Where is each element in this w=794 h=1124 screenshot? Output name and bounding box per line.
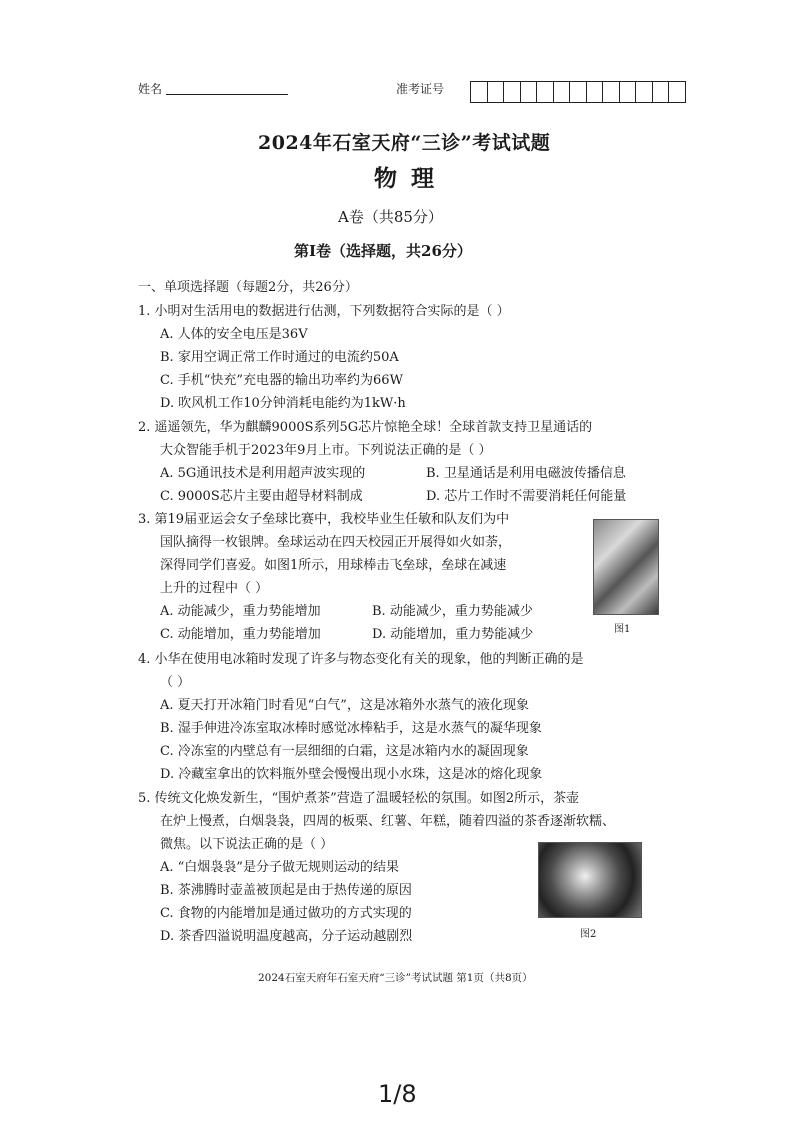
option-a: A. 5G通讯技术是利用超声波实现的	[160, 466, 366, 481]
name-label: 姓名	[138, 82, 163, 96]
question-stem: 4. 小华在使用电冰箱时发现了许多与物态变化有关的现象，他的判断正确的是	[138, 652, 584, 667]
figure-2-caption: 图2	[580, 929, 597, 940]
page-footer: 2024石室天府年石室天府“三诊”考试试题 第1页（共8页）	[258, 972, 533, 984]
question-stem-cont: 在炉上慢煮，白烟袅袅，四周的板栗、红薯、年糕，随着四溢的茶香逐渐软糯、	[160, 814, 616, 829]
option-d: D. 茶香四溢说明温度越高，分子运动越剧烈	[160, 929, 413, 944]
option-b: B. 动能减少，重力势能减少	[372, 604, 533, 619]
option-a: A. “白烟袅袅”是分子做无规则运动的结果	[160, 860, 399, 875]
volume-heading: A卷（共85分）	[338, 208, 443, 226]
option-d: D. 芯片工作时不需要消耗任何能量	[426, 489, 627, 504]
question-stem: 5. 传统文化焕发新生，“围炉煮茶”营造了温暖轻松的氛围。如图2所示，茶壶	[138, 791, 580, 806]
option-b: B. 卫星通话是利用电磁波传播信息	[426, 466, 626, 481]
question-stem: 3. 第19届亚运会女子垒球比赛中，我校毕业生任敏和队友们为中	[138, 512, 510, 527]
figure-1-photo	[593, 519, 659, 615]
option-c: C. 动能增加，重力势能增加	[160, 627, 321, 642]
option-d: D. 动能增加，重力势能减少	[372, 627, 534, 642]
question-stem-cont: 上升的过程中（ ）	[160, 581, 269, 596]
question-stem-cont: （ ）	[160, 675, 191, 690]
option-a: A. 人体的安全电压是36V	[160, 327, 308, 342]
option-c: C. 手机“快充”充电器的输出功率约为66W	[160, 373, 403, 388]
section-heading: 一、单项选择题（每题2分，共26分）	[138, 280, 358, 295]
option-b: B. 茶沸腾时壶盖被顶起是由于热传递的原因	[160, 883, 412, 898]
option-b: B. 湿手伸进冷冻室取冰棒时感觉冰棒粘手，这是水蒸气的凝华现象	[160, 721, 542, 736]
question-stem: 1. 小明对生活用电的数据进行估测，下列数据符合实际的是（ ）	[138, 304, 510, 319]
option-d: D. 吹风机工作10分钟消耗电能约为1kW·h	[160, 396, 406, 411]
option-c: C. 食物的内能增加是通过做功的方式实现的	[160, 906, 412, 921]
question-stem-cont: 国队摘得一枚银牌。垒球运动在四天校园正开展得如火如荼，	[160, 535, 512, 550]
question-stem-cont: 微焦。以下说法正确的是（ ）	[160, 837, 334, 852]
option-a: A. 动能减少，重力势能增加	[160, 604, 321, 619]
subject-title: 物理	[374, 165, 448, 192]
exam-title: 2024年石室天府“三诊”考试试题	[258, 132, 551, 154]
name-field[interactable]	[166, 80, 288, 99]
option-a: A. 夏天打开冰箱门时看见“白气”，这是冰箱外水蒸气的液化现象	[160, 698, 529, 713]
ticket-number-boxes[interactable]	[470, 81, 686, 103]
option-d: D. 冷藏室拿出的饮料瓶外壁会慢慢出现小水珠，这是冰的熔化现象	[160, 767, 543, 782]
figure-1-caption: 图1	[614, 624, 631, 635]
option-b: B. 家用空调正常工作时通过的电流约50A	[160, 350, 399, 365]
question-stem: 2. 遥遥领先，华为麒麟9000S系列5G芯片惊艳全球！全球首款支持卫星通话的	[138, 420, 593, 435]
page-indicator: 1/8	[378, 1080, 417, 1108]
part-heading: 第Ⅰ卷（选择题，共26分）	[294, 242, 472, 260]
figure-2-photo	[538, 842, 642, 918]
option-c: C. 冷冻室的内壁总有一层细细的白霜，这是冰箱内水的凝固现象	[160, 744, 529, 759]
question-stem-cont: 深得同学们喜爱。如图1所示，用球棒击飞垒球，垒球在减速	[160, 558, 507, 573]
question-stem-cont: 大众智能手机于2023年9月上市。下列说法正确的是（ ）	[160, 443, 492, 458]
ticket-label: 准考证号	[396, 82, 445, 96]
option-c: C. 9000S芯片主要由超导材料制成	[160, 489, 363, 504]
